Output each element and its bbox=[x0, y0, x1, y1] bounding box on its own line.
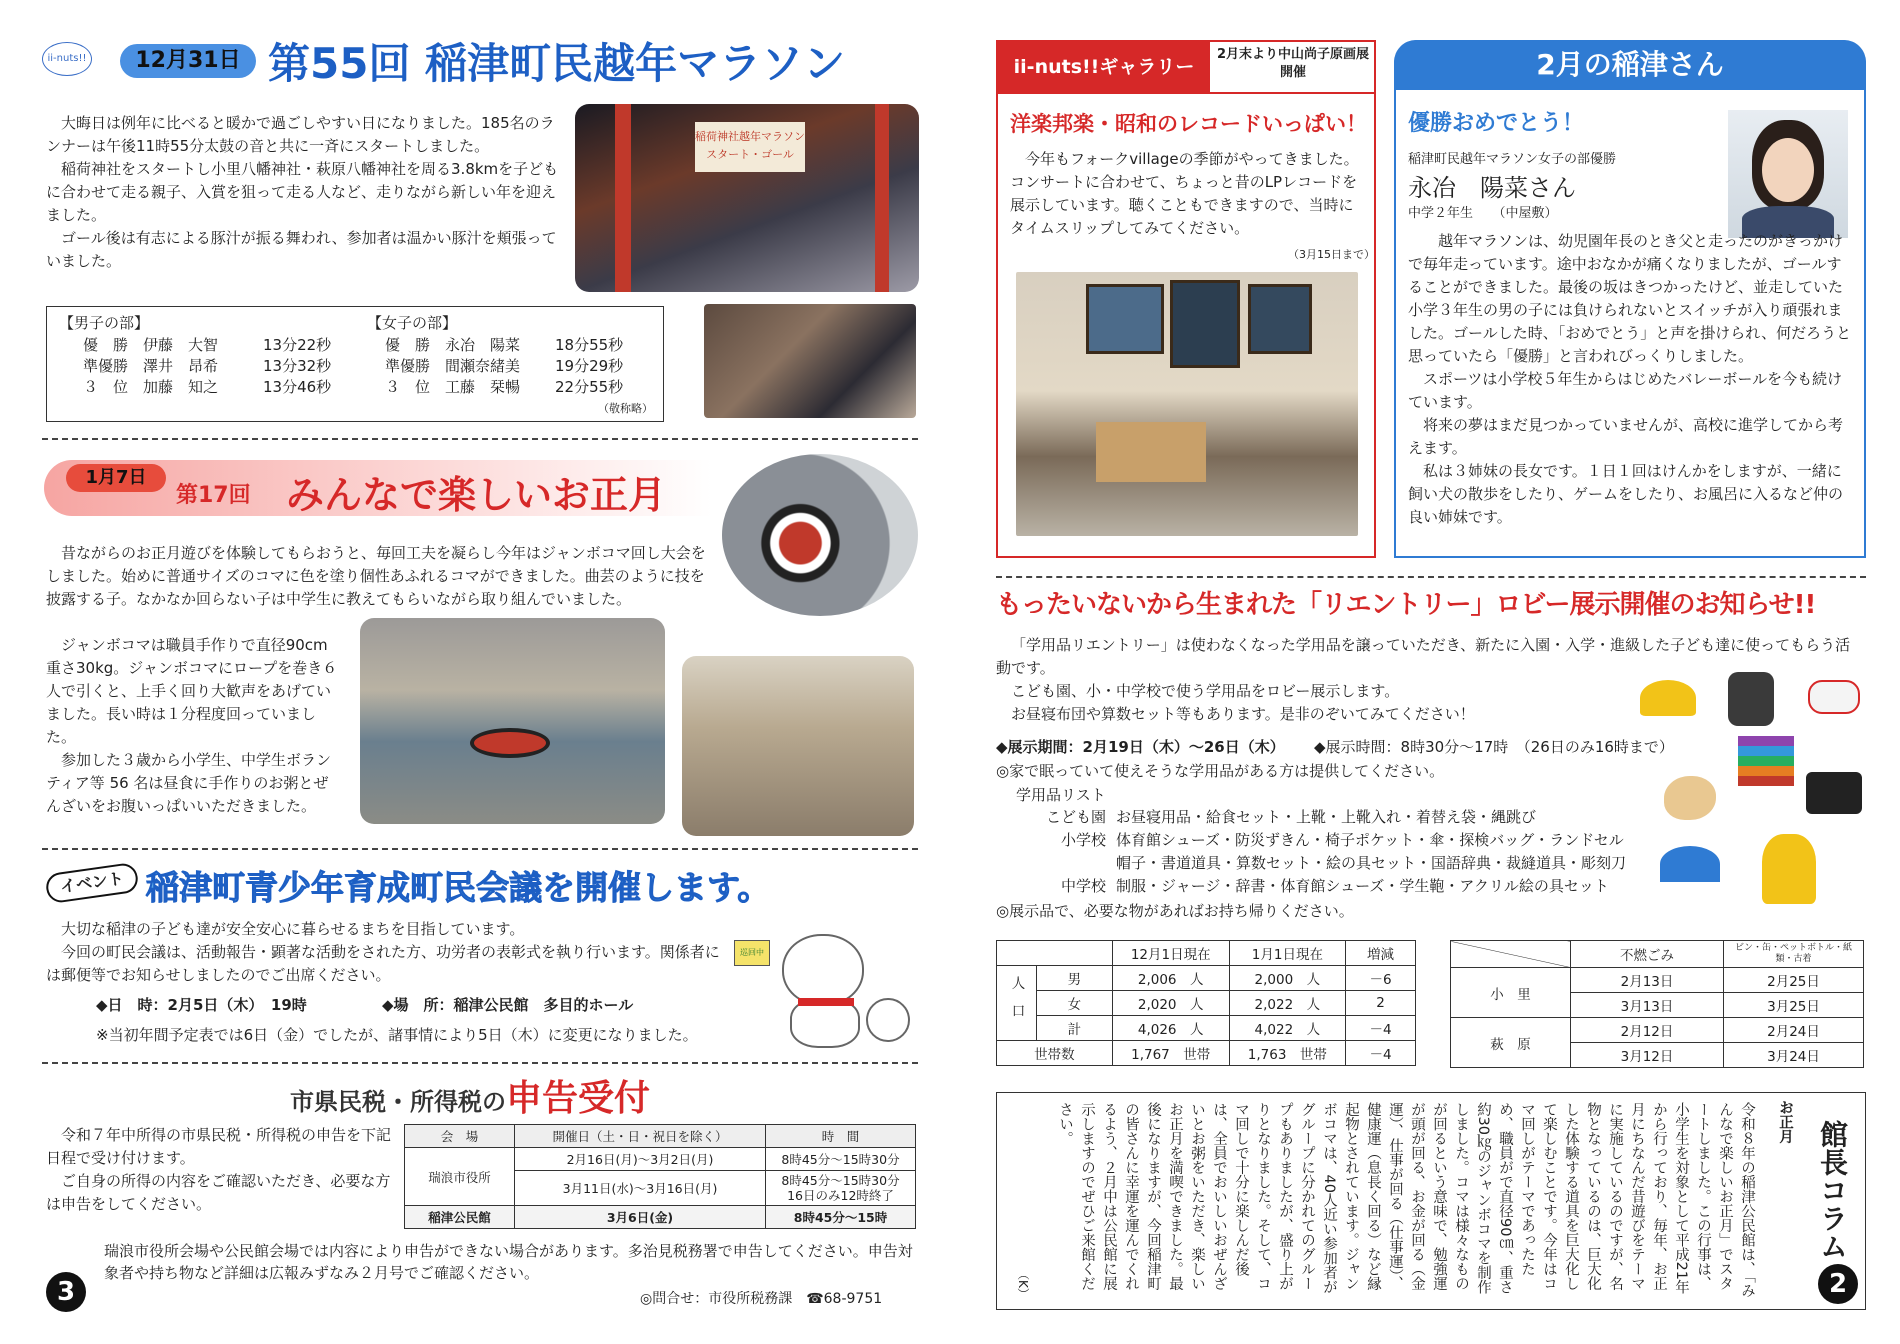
reentry-hours: ◆展示時間：8時30分～17時 （26日のみ16時まで） bbox=[1314, 738, 1674, 756]
tax-time: 8時45分～15時30分 16日のみ12時終了 bbox=[766, 1171, 916, 1206]
person-congrats: 優勝おめでとう！ bbox=[1408, 111, 1585, 136]
tax-table bbox=[404, 1124, 916, 1229]
event-title: 稲津町青少年育成町民会議を開催します。 bbox=[146, 868, 771, 907]
girls-label: 【女子の部】 bbox=[367, 314, 458, 332]
boys-results bbox=[83, 335, 383, 398]
gallery-label: ii-nuts!!ギャラリー bbox=[998, 42, 1210, 92]
tax-venue: 瑞浪市役所 bbox=[405, 1148, 515, 1206]
event-text: 大切な稲津の子ども達が安全安心に暮らせるまちを目指しています。 今回の町民会議は、活動報告・顕著な活動をされた方、功労者の表彰式を執り行います。関係者には郵便等でお知らせしましたのでご出席ください。 bbox=[46, 920, 720, 984]
newyear-num: 第17回 bbox=[176, 483, 251, 508]
gallery-title: 洋楽邦楽・昭和のレコードいっぱい！ bbox=[1010, 112, 1367, 136]
tax-date: 3月6日(金) bbox=[515, 1206, 766, 1229]
garbage-header: 不燃ごみ bbox=[1571, 941, 1724, 968]
newyear-title: みんなで楽しいお正月 bbox=[286, 473, 667, 517]
marathon-sign: 稲荷神社越年マラソン スタート・ゴール bbox=[695, 122, 805, 172]
population-cell: 1,767 世帯 bbox=[1112, 1041, 1229, 1066]
inuts-logo: ii-nuts!! bbox=[42, 42, 92, 76]
randoseru-icon bbox=[1728, 672, 1774, 726]
person-header: 2月の稲津さん bbox=[1394, 40, 1866, 90]
bousai-zukin-icon bbox=[1762, 834, 1816, 904]
umbrella-icon bbox=[1660, 846, 1720, 882]
tax-header: 開催日（土・日・祝日を除く） bbox=[515, 1125, 766, 1148]
event-tag: イベント bbox=[44, 862, 139, 905]
population-cell: 2,020 人 bbox=[1112, 991, 1229, 1016]
population-cell: －6 bbox=[1346, 966, 1416, 991]
population-header: 1月1日現在 bbox=[1229, 941, 1345, 966]
results-box bbox=[46, 306, 664, 422]
garbage-date: 3月12日 bbox=[1571, 1043, 1724, 1068]
column-title: 館長コラム bbox=[1816, 1120, 1849, 1260]
tax-contact: ◎問合せ：市役所税務課 ☎68‐9751 bbox=[640, 1291, 883, 1307]
boys-row: 準優勝 澤井 昂希 13分32秒 bbox=[83, 357, 332, 375]
jumbo-koma-photo bbox=[360, 618, 665, 824]
girls-row: 準優勝 間瀬奈緒美 19分29秒 bbox=[385, 357, 624, 375]
newyear-date: 1月7日 bbox=[66, 464, 166, 492]
reentry-list-label: 学用品リスト bbox=[1016, 786, 1106, 804]
tax-title: 市県民税・所得税の申告受付 bbox=[290, 1078, 651, 1119]
list-item: 中学校 制服・ジャージ・辞書・体育館シューズ・学生鞄・アクリル絵の具セット bbox=[1060, 877, 1609, 895]
population-group: 人口 bbox=[997, 966, 1037, 1041]
population-cell: 4,026 人 bbox=[1112, 1016, 1229, 1041]
column-sign: （K） bbox=[1016, 1268, 1030, 1300]
garbage-date: 2月24日 bbox=[1724, 1018, 1864, 1043]
girls-results bbox=[385, 335, 665, 398]
small-koma-photo bbox=[682, 656, 914, 836]
newyear-text-2: ジャンボコマは職員手作りで直径90cm重さ30kg。ジャンボコマにロープを巻き６人で引くと、上手く回り大歓声をあげていました。長い時は１分程度回っていました。 参加した３歳から小学生、中学生ボランティア等 56 名は昼食に手作りのお粥とぜんざいをお腹いっぱいいただきました。 bbox=[46, 636, 338, 815]
reentry-period: ◆展示期間：2月19日（木）～26日（木） bbox=[996, 738, 1285, 756]
population-cell: 計 bbox=[1037, 1016, 1113, 1041]
results-note: （敬称略） bbox=[598, 402, 653, 415]
yellow-hat-icon bbox=[1640, 680, 1696, 716]
boys-label: 【男子の部】 bbox=[59, 314, 150, 332]
population-cell: 4,022 人 bbox=[1229, 1016, 1345, 1041]
event-date: ◆日 時：2月5日（木） 19時 bbox=[96, 996, 307, 1014]
marathon-title: 第55回 稲津町民越年マラソン bbox=[268, 39, 846, 88]
tax-time: 8時45分～15時30分 bbox=[766, 1148, 916, 1171]
event-note: ※当初年間予定表では6日（金）でしたが、諸事情により5日（木）に変更になりました。 bbox=[96, 1026, 698, 1044]
population-cell: 2 bbox=[1346, 991, 1416, 1016]
garbage-area: 萩 原 bbox=[1451, 1018, 1571, 1068]
garbage-date: 2月12日 bbox=[1571, 1018, 1724, 1043]
mascot-illustration bbox=[734, 928, 914, 1054]
tax-venue: 稲津公民館 bbox=[405, 1206, 515, 1229]
reentry-list bbox=[1016, 806, 1656, 898]
boys-row: 優 勝 伊藤 大智 13分22秒 bbox=[83, 336, 332, 354]
event-place: ◆場 所：稲津公民館 多目的ホール bbox=[382, 996, 634, 1014]
tax-header: 会 場 bbox=[405, 1125, 515, 1148]
page-number-right: 2 bbox=[1818, 1264, 1858, 1304]
reentry-text: 「学用品リエントリー」は使わなくなった学用品を譲っていただき、新たに入園・入学・進級した子ども達に使ってもらう活動です。 こども園、小・中学校で使う学用品をロビー展示します。 お昼寝布団や算数セット等もあります。是非のぞいてみてください！ bbox=[996, 636, 1851, 723]
garbage-date: 3月13日 bbox=[1571, 993, 1724, 1018]
gallery-text: 今年もフォークvillageの季節がやってきました。コンサートに合わせて、ちょっと昔のLPレコードを展示しています。聴くこともできますので、当時にタイムスリップしてみてください。 bbox=[1010, 150, 1359, 237]
top-photo bbox=[722, 454, 918, 616]
garbage-corner bbox=[1451, 941, 1571, 968]
marathon-date: 12月31日 bbox=[120, 44, 256, 78]
list-item: 小学校 体育館シューズ・防災ずきん・椅子ポケット・傘・探検バッグ・ランドセル bbox=[1060, 831, 1624, 849]
reentry-closing: ◎展示品で、必要な物があればお持ち帰りください。 bbox=[996, 902, 1354, 920]
reentry-provide: ◎家で眠っていて使えそうな学用品がある方は提供してください。 bbox=[996, 762, 1445, 780]
column-subtitle: お正月 bbox=[1777, 1100, 1793, 1144]
population-cell: 女 bbox=[1037, 991, 1113, 1016]
population-header: 12月1日現在 bbox=[1112, 941, 1229, 966]
girls-row: 優 勝 永冶 陽菜 18分55秒 bbox=[385, 336, 624, 354]
mascot-flag: 巡回中 bbox=[734, 940, 770, 966]
population-cell: 世帯数 bbox=[997, 1041, 1113, 1066]
population-table bbox=[996, 940, 1416, 1066]
list-item: 帽子・書道道具・算数セット・絵の具セット・国語辞典・裁縫道具・彫刻刀 bbox=[1116, 854, 1627, 872]
population-header bbox=[997, 941, 1113, 966]
person-portrait bbox=[1728, 110, 1848, 238]
tax-date: 2月16日(月)～3月2日(月) bbox=[515, 1148, 766, 1171]
population-header: 増減 bbox=[1346, 941, 1416, 966]
indoor-shoes-icon bbox=[1808, 680, 1860, 714]
person-caption: 稲津町民越年マラソン女子の部優勝 bbox=[1408, 152, 1617, 167]
boys-row: ３ 位 加藤 知之 13分46秒 bbox=[83, 378, 332, 396]
tonjiru-photo bbox=[704, 304, 916, 418]
record-display-photo bbox=[1016, 272, 1358, 536]
population-cell: －4 bbox=[1346, 1016, 1416, 1041]
garbage-date: 2月25日 bbox=[1724, 968, 1864, 993]
garbage-table bbox=[1450, 940, 1864, 1068]
population-cell: －4 bbox=[1346, 1041, 1416, 1066]
gallery-notice: 2月末より中山尚子原画展開催 bbox=[1216, 47, 1370, 80]
person-grade: 中学２年生 （中屋敷） bbox=[1408, 206, 1558, 221]
books-icon bbox=[1738, 736, 1794, 786]
page-number-left: 3 bbox=[46, 1272, 86, 1312]
person-name: 永冶 陽菜さん bbox=[1408, 174, 1576, 202]
palette-icon bbox=[1664, 776, 1716, 820]
population-cell: 1,763 世帯 bbox=[1229, 1041, 1345, 1066]
newyear-text-1: 昔ながらのお正月遊びを体験してもらおうと、毎回工夫を凝らし今年はジャンボコマ回し大会をしました。始めに普通サイズのコマに色を塗り個性あふれるコマができました。曲芸のように技を披露する子。なかなか回らない子は中学生に教えてもらいながら取り組んでいました。 bbox=[46, 544, 706, 608]
school-bag-icon bbox=[1806, 772, 1862, 814]
garbage-date: 2月13日 bbox=[1571, 968, 1724, 993]
tax-date: 3月11日(水)～3月16日(月) bbox=[515, 1171, 766, 1206]
garbage-area: 小 里 bbox=[1451, 968, 1571, 1018]
population-cell: 男 bbox=[1037, 966, 1113, 991]
tax-footer: 瑞浪市役所会場や公民館会場では内容により申告ができない場合があります。多治見税務署で申告してください。申告対象者や持ち物など詳細は広報みずなみ２月号でご確認ください。 bbox=[104, 1242, 913, 1282]
person-text: 越年マラソンは、幼児園年長のとき父と走ったのがきっかけで毎年走っています。途中おなかが痛くなりましたが、ゴールすることができました。最後の坂はきつかったけど、並走していた小学３年生の男の子には負けられないとスイッチが入り頑張れました。ゴールした時、「おめでとう」と声を掛けられ、何だろうと思っていたら「優勝」と言われびっくりしました。 スポーツは小学校５年生からはじめたバレーボールを今も続けています。 将来の夢はまだ見つかっていませんが、高校に進学してから考えます。 私は３姉妹の長女です。１日１回はけんかをしますが、一緒に飼い犬の散歩をしたり、ゲームをしたり、お風呂に入るなど仲の良い姉妹です。 bbox=[1408, 232, 1852, 526]
tax-text: 令和７年中所得の市県民税・所得税の申告を下記日程で受け付けます。 ご自身の所得の内容をご確認いただき、必要な方は申告をしてください。 bbox=[46, 1126, 392, 1213]
tax-header: 時 間 bbox=[766, 1125, 916, 1148]
column-text: 令和８年の稲津公民館は、「みんなで楽しいお正月」でスタートしました。この行事は、小学生を対象として平成21年から行っており、毎年、お正月にちなんだ昔遊びをテーマに実施しているのですが、名物となっているのは、巨大化した体験する道具を巨大化して楽しむことです。今年はコマ回しがテーマであったため、職員がで直径90㎝、重さ約30㎏のジャンボコマを制作しました。コマは様々なものが回るという意味で、勉強運が頭が回る、お金が回る（金運）、仕事が回る（仕事運）、健康運（息長く回る）など縁起物とされています。ジャンボコマは、40人近い参加者がグループに分かれてのグループもありましたが、盛り上がりとなりました。そして、コマ回しで十分に楽しんだ後は、全員でおいしいおぜんざいとお粥をいただき、楽しいお正月を満喫できました。最後になりますが、今回稲津町の皆さんに幸運を運んでくれるよう、２月中は公民館に展示しますのでぜひご来館ください。 bbox=[1057, 1102, 1755, 1298]
marathon-text: 大晦日は例年に比べると暖かで過ごしやすい日になりました。185名のランナーは午後11時55分太鼓の音と共に一斉にスタートしました。 稲荷神社をスタートし小里八幡神社・萩原八幡神社を周る3.8kmを子どもに合わせて走る親子、入賞を狙って走る人など、走りながら新しい年を迎えました。 ゴール後は有志による豚汁が振る舞われ、参加者は温かい豚汁を頬張っていました。 bbox=[46, 114, 559, 270]
garbage-date: 3月25日 bbox=[1724, 993, 1864, 1018]
reentry-title: もったいないから生まれた「リエントリー」ロビー展示開催のお知らせ!! bbox=[996, 590, 1816, 620]
population-cell: 2,022 人 bbox=[1229, 991, 1345, 1016]
marathon-start-photo bbox=[575, 104, 919, 292]
list-item: こども園 お昼寝用品・給食セット・上靴・上靴入れ・着替え袋・縄跳び bbox=[1045, 808, 1537, 826]
tax-time: 8時45分～15時 bbox=[766, 1206, 916, 1229]
garbage-header: ビン・缶・ペットボトル・紙類・古着 bbox=[1724, 941, 1864, 968]
girls-row: ３ 位 工藤 栞暢 22分55秒 bbox=[385, 378, 624, 396]
garbage-date: 3月24日 bbox=[1724, 1043, 1864, 1068]
population-cell: 2,000 人 bbox=[1229, 966, 1345, 991]
population-cell: 2,006 人 bbox=[1112, 966, 1229, 991]
gallery-until: （3月15日まで） bbox=[1288, 248, 1375, 261]
